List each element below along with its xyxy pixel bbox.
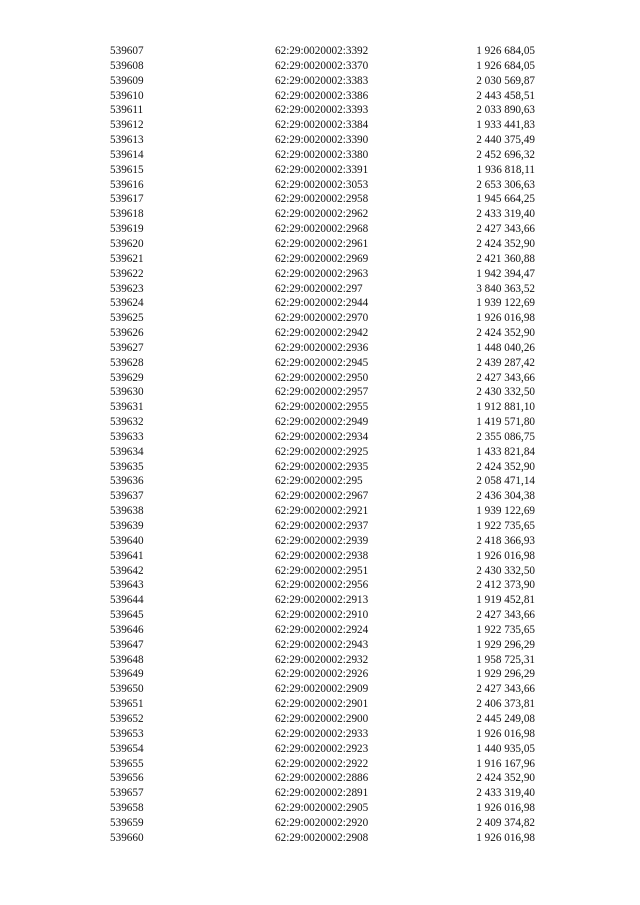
table-row [0, 252, 640, 267]
row-id: 539623 [110, 282, 144, 295]
cadastral-number: 62:29:0020002:2963 [275, 267, 369, 280]
cadastral-number: 62:29:0020002:3384 [275, 119, 369, 132]
table-row [0, 356, 640, 371]
row-id: 539619 [110, 223, 144, 236]
cadastral-value: 1 936 818,11 [476, 163, 535, 176]
cadastral-number: 62:29:0020002:2934 [275, 430, 369, 443]
table-row [0, 727, 640, 742]
table-row [0, 534, 640, 549]
cadastral-number: 62:29:0020002:2913 [275, 594, 369, 607]
row-id: 539633 [110, 430, 144, 443]
table-row [0, 103, 640, 118]
cadastral-value: 1 929 296,29 [476, 668, 535, 681]
row-id: 539614 [110, 148, 144, 161]
table-row [0, 801, 640, 816]
table-row [0, 682, 640, 697]
cadastral-value: 2 418 366,93 [476, 534, 535, 547]
row-id: 539640 [110, 534, 144, 547]
cadastral-value: 2 433 319,40 [476, 208, 535, 221]
cadastral-value: 1 419 571,80 [476, 416, 535, 429]
row-id: 539648 [110, 653, 144, 666]
table-row [0, 59, 640, 74]
cadastral-number: 62:29:0020002:2936 [275, 341, 369, 354]
cadastral-number: 62:29:0020002:2923 [275, 742, 369, 755]
row-id: 539608 [110, 59, 144, 72]
table-row [0, 148, 640, 163]
row-id: 539627 [110, 341, 144, 354]
cadastral-value: 2 406 373,81 [476, 698, 535, 711]
table-row [0, 653, 640, 668]
row-id: 539642 [110, 564, 144, 577]
table-row [0, 296, 640, 311]
cadastral-value: 1 958 725,31 [476, 653, 535, 666]
cadastral-value: 2 427 343,66 [476, 683, 535, 696]
table-row [0, 118, 640, 133]
cadastral-number: 62:29:0020002:3370 [275, 59, 369, 72]
cadastral-number: 62:29:0020002:2908 [275, 831, 369, 844]
row-id: 539636 [110, 475, 144, 488]
row-id: 539639 [110, 520, 144, 532]
table-row [0, 757, 640, 772]
cadastral-value: 2 058 471,14 [476, 475, 535, 488]
cadastral-number: 62:29:0020002:2924 [275, 623, 369, 636]
row-id: 539654 [110, 742, 144, 755]
cadastral-value: 1 929 296,29 [476, 638, 535, 651]
cadastral-number: 62:29:0020002:3386 [275, 89, 369, 102]
cadastral-value: 2 427 343,66 [476, 223, 535, 236]
cadastral-number: 62:29:0020002:2950 [275, 371, 369, 384]
table-row [0, 445, 640, 460]
table-row [0, 326, 640, 341]
cadastral-number: 62:29:0020002:2935 [275, 460, 369, 473]
row-id: 539646 [110, 623, 144, 636]
table-row [0, 504, 640, 519]
cadastral-value: 2 355 086,75 [476, 430, 535, 443]
row-id: 539643 [110, 579, 144, 592]
cadastral-value: 2 436 304,38 [476, 490, 535, 503]
cadastral-value: 2 439 287,42 [476, 356, 535, 369]
cadastral-number: 62:29:0020002:2905 [275, 802, 369, 815]
row-id: 539641 [110, 549, 144, 562]
row-id: 539628 [110, 356, 144, 369]
row-id: 539622 [110, 267, 144, 280]
table-row [0, 786, 640, 801]
cadastral-number: 62:29:0020002:2925 [275, 445, 369, 458]
cadastral-value: 1 939 122,69 [476, 505, 535, 518]
cadastral-value: 1 945 664,25 [476, 193, 535, 206]
table-row [0, 608, 640, 623]
cadastral-value: 1 926 016,98 [476, 831, 535, 844]
cadastral-number: 62:29:0020002:2945 [275, 356, 369, 369]
row-id: 539624 [110, 297, 144, 310]
cadastral-number: 62:29:0020002:2932 [275, 653, 369, 666]
row-id: 539609 [110, 74, 144, 87]
table-row [0, 237, 640, 252]
cadastral-value: 2 440 375,49 [476, 134, 535, 147]
table-row [0, 549, 640, 564]
cadastral-value: 2 433 319,40 [476, 787, 535, 800]
row-id: 539659 [110, 816, 144, 829]
cadastral-value: 2 430 332,50 [476, 564, 535, 577]
row-id: 539611 [110, 104, 144, 117]
table-row [0, 460, 640, 475]
table-row [0, 400, 640, 415]
row-id: 539631 [110, 401, 144, 414]
cadastral-number: 62:29:0020002:2938 [275, 549, 369, 562]
row-id: 539660 [110, 831, 144, 844]
row-id: 539637 [110, 490, 144, 503]
table-row [0, 415, 640, 430]
row-id: 539647 [110, 638, 144, 651]
table-row [0, 282, 640, 297]
cadastral-value: 1 926 016,98 [476, 727, 535, 740]
cadastral-number: 62:29:0020002:2962 [275, 208, 369, 221]
row-id: 539656 [110, 772, 144, 785]
cadastral-value: 1 916 167,96 [476, 757, 535, 770]
cadastral-number: 62:29:0020002:2910 [275, 609, 369, 622]
row-id: 539651 [110, 698, 144, 711]
cadastral-value: 1 926 684,05 [476, 45, 535, 57]
table-row [0, 578, 640, 593]
cadastral-value-table [0, 44, 640, 846]
cadastral-value: 2 445 249,08 [476, 712, 535, 725]
row-id: 539626 [110, 327, 144, 340]
cadastral-value: 1 922 735,65 [476, 623, 535, 636]
cadastral-number: 62:29:0020002:2970 [275, 312, 369, 325]
row-id: 539618 [110, 208, 144, 221]
cadastral-number: 62:29:0020002:2937 [275, 520, 369, 532]
row-id: 539653 [110, 727, 144, 740]
row-id: 539655 [110, 757, 144, 770]
cadastral-value: 2 427 343,66 [476, 371, 535, 384]
cadastral-number: 62:29:0020002:2943 [275, 638, 369, 651]
cadastral-number: 62:29:0020002:2961 [275, 237, 369, 250]
cadastral-number: 62:29:0020002:297 [275, 282, 363, 295]
row-id: 539610 [110, 89, 144, 102]
cadastral-value: 2 412 373,90 [476, 579, 535, 592]
cadastral-value: 2 421 360,88 [476, 252, 535, 265]
cadastral-value: 2 653 306,63 [476, 178, 535, 191]
cadastral-number: 62:29:0020002:2939 [275, 534, 369, 547]
cadastral-number: 62:29:0020002:2886 [275, 772, 369, 785]
cadastral-value: 1 433 821,84 [476, 445, 535, 458]
row-id: 539607 [110, 45, 144, 57]
cadastral-value: 2 424 352,90 [476, 772, 535, 785]
row-id: 539645 [110, 609, 144, 622]
cadastral-number: 62:29:0020002:2958 [275, 193, 369, 206]
table-row [0, 771, 640, 786]
table-row [0, 385, 640, 400]
cadastral-value: 1 939 122,69 [476, 297, 535, 310]
cadastral-number: 62:29:0020002:2901 [275, 698, 369, 711]
cadastral-value: 2 452 696,32 [476, 148, 535, 161]
cadastral-number: 62:29:0020002:2969 [275, 252, 369, 265]
table-row [0, 74, 640, 89]
row-id: 539615 [110, 163, 144, 176]
cadastral-value: 2 427 343,66 [476, 609, 535, 622]
cadastral-value: 1 448 040,26 [476, 341, 535, 354]
cadastral-value: 2 030 569,87 [476, 74, 535, 87]
row-id: 539657 [110, 787, 144, 800]
cadastral-value: 2 430 332,50 [476, 386, 535, 399]
row-id: 539612 [110, 119, 144, 132]
row-id: 539625 [110, 312, 144, 325]
table-row [0, 341, 640, 356]
row-id: 539652 [110, 712, 144, 725]
row-id: 539621 [110, 252, 144, 265]
row-id: 539630 [110, 386, 144, 399]
cadastral-number: 62:29:0020002:2909 [275, 683, 369, 696]
cadastral-value: 2 424 352,90 [476, 237, 535, 250]
cadastral-number: 62:29:0020002:2900 [275, 712, 369, 725]
table-row [0, 489, 640, 504]
cadastral-number: 62:29:0020002:2933 [275, 727, 369, 740]
cadastral-number: 62:29:0020002:295 [275, 475, 363, 488]
table-row [0, 163, 640, 178]
table-row [0, 831, 640, 846]
cadastral-number: 62:29:0020002:3392 [275, 45, 369, 57]
cadastral-value: 1 926 016,98 [476, 549, 535, 562]
cadastral-value: 1 942 394,47 [476, 267, 535, 280]
table-row [0, 712, 640, 727]
table-row [0, 371, 640, 386]
cadastral-value: 2 424 352,90 [476, 327, 535, 340]
table-row [0, 742, 640, 757]
cadastral-number: 62:29:0020002:2967 [275, 490, 369, 503]
cadastral-value: 2 033 890,63 [476, 104, 535, 117]
row-id: 539629 [110, 371, 144, 384]
table-row [0, 593, 640, 608]
table-row [0, 519, 640, 534]
cadastral-value: 1 919 452,81 [476, 594, 535, 607]
cadastral-value: 1 926 684,05 [476, 59, 535, 72]
table-row [0, 133, 640, 148]
cadastral-number: 62:29:0020002:2920 [275, 816, 369, 829]
cadastral-value: 1 922 735,65 [476, 520, 535, 532]
cadastral-number: 62:29:0020002:3380 [275, 148, 369, 161]
cadastral-number: 62:29:0020002:2926 [275, 668, 369, 681]
table-row [0, 311, 640, 326]
row-id: 539613 [110, 134, 144, 147]
table-row [0, 222, 640, 237]
row-id: 539620 [110, 237, 144, 250]
cadastral-value: 1 440 935,05 [476, 742, 535, 755]
cadastral-number: 62:29:0020002:3383 [275, 74, 369, 87]
table-row [0, 667, 640, 682]
cadastral-number: 62:29:0020002:2944 [275, 297, 369, 310]
cadastral-value: 2 409 374,82 [476, 816, 535, 829]
cadastral-number: 62:29:0020002:3391 [275, 163, 369, 176]
table-row [0, 267, 640, 282]
row-id: 539638 [110, 505, 144, 518]
row-id: 539632 [110, 416, 144, 429]
table-row [0, 564, 640, 579]
table-row [0, 474, 640, 489]
table-row [0, 638, 640, 653]
cadastral-number: 62:29:0020002:2921 [275, 505, 369, 518]
cadastral-number: 62:29:0020002:3393 [275, 104, 369, 117]
cadastral-number: 62:29:0020002:2942 [275, 327, 369, 340]
cadastral-number: 62:29:0020002:2955 [275, 401, 369, 414]
cadastral-number: 62:29:0020002:2891 [275, 787, 369, 800]
cadastral-value: 1 933 441,83 [476, 119, 535, 132]
cadastral-number: 62:29:0020002:3053 [275, 178, 369, 191]
cadastral-value: 2 443 458,51 [476, 89, 535, 102]
table-row [0, 623, 640, 638]
row-id: 539644 [110, 594, 144, 607]
cadastral-value: 1 926 016,98 [476, 312, 535, 325]
row-id: 539616 [110, 178, 144, 191]
cadastral-number: 62:29:0020002:2957 [275, 386, 369, 399]
cadastral-value: 2 424 352,90 [476, 460, 535, 473]
table-row [0, 44, 640, 59]
row-id: 539635 [110, 460, 144, 473]
row-id: 539658 [110, 802, 144, 815]
cadastral-number: 62:29:0020002:2968 [275, 223, 369, 236]
row-id: 539617 [110, 193, 144, 206]
cadastral-number: 62:29:0020002:3390 [275, 134, 369, 147]
table-row [0, 192, 640, 207]
table-row [0, 430, 640, 445]
cadastral-value: 3 840 363,52 [476, 282, 535, 295]
cadastral-value: 1 926 016,98 [476, 802, 535, 815]
cadastral-value: 1 912 881,10 [476, 401, 535, 414]
row-id: 539649 [110, 668, 144, 681]
row-id: 539634 [110, 445, 144, 458]
cadastral-number: 62:29:0020002:2949 [275, 416, 369, 429]
table-row [0, 89, 640, 104]
table-row [0, 697, 640, 712]
cadastral-number: 62:29:0020002:2922 [275, 757, 369, 770]
table-row [0, 178, 640, 193]
cadastral-number: 62:29:0020002:2951 [275, 564, 369, 577]
table-row [0, 207, 640, 222]
table-row [0, 816, 640, 831]
row-id: 539650 [110, 683, 144, 696]
cadastral-number: 62:29:0020002:2956 [275, 579, 369, 592]
